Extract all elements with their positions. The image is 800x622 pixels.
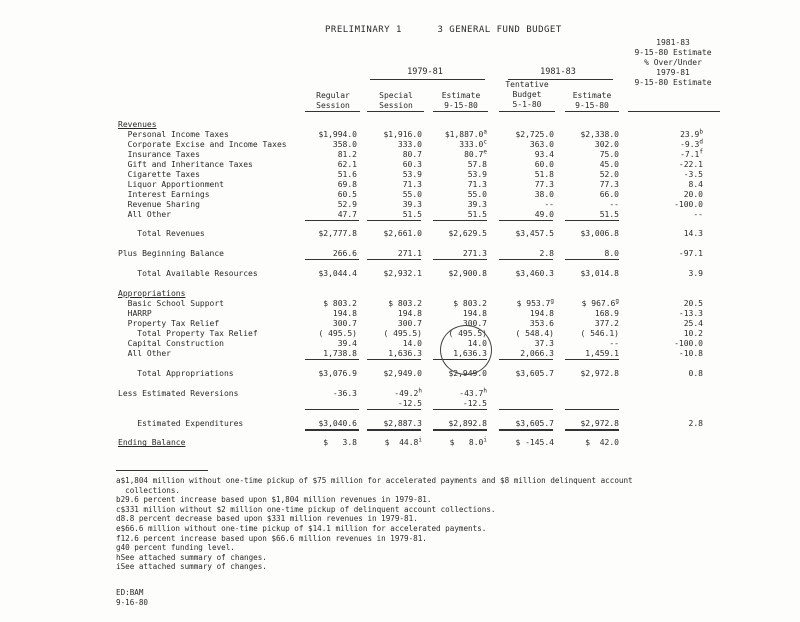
cell-value: 53.9 (402, 169, 422, 179)
cell-value: 51.6 (337, 169, 357, 179)
cell-value: $3,605.7 (515, 368, 554, 378)
table-row (0, 369, 800, 379)
cell-value: 37.3 (534, 338, 554, 348)
page-title: PRELIMINARY 1 3 GENERAL FUND BUDGET (325, 25, 562, 35)
cell-value: 300.7 (462, 319, 487, 328)
header-underline-5 (565, 111, 619, 112)
cell-value: 10.2 (683, 328, 703, 338)
cell-value: $3,014.8 (580, 269, 619, 279)
cell-value: 3.9 (688, 269, 703, 279)
table-row (0, 309, 800, 319)
footnote-line: hSee attached summary of changes. (116, 552, 267, 562)
cell-value: $3,076.9 (318, 368, 357, 378)
cell-value: 55.0 (402, 189, 422, 199)
cell-value: 60.0 (534, 159, 554, 169)
cell-value: 20.0 (683, 189, 703, 199)
total-rule (367, 409, 421, 410)
total-rule (305, 359, 359, 360)
row-label: Estimated Expenditures (118, 418, 244, 428)
cell-value: $3,044.4 (318, 269, 357, 279)
cell-value: 45.0 (599, 159, 619, 169)
row-label: Revenue Sharing (118, 199, 200, 209)
row-label: Capital Construction (118, 338, 224, 348)
cell-value: $ 44.8$^i$ (384, 436, 422, 448)
cell-value: 353.6 (529, 319, 554, 328)
cell-value: 2,066.3 (520, 348, 554, 358)
cell-value: -13.3 (678, 309, 703, 319)
table-row (0, 130, 800, 140)
cell-value: ( 495.5) (448, 328, 487, 338)
cell-value: -36.3 (332, 388, 357, 398)
cell-value: -7.1$^f$ (680, 148, 703, 159)
footnote-marker: e (483, 148, 487, 156)
row-label: Total Revenues (118, 229, 205, 239)
total-rule (305, 259, 359, 260)
cell-value: 71.3 (402, 179, 422, 189)
footnote-marker: f (699, 148, 703, 156)
cell-value: 60.5 (337, 189, 357, 199)
row-label: HARRP (118, 309, 152, 319)
cell-value: 1,459.1 (585, 348, 619, 358)
total-rule (305, 409, 359, 410)
total-rule (305, 220, 359, 221)
table-row (0, 329, 800, 339)
cell-value: 266.6 (332, 249, 357, 259)
row-label: Total Appropriations (118, 368, 234, 378)
cell-value: $ 967.6$^g$ (581, 297, 619, 309)
table-row (0, 399, 800, 409)
total-rule (499, 409, 553, 410)
cell-value: 14.3 (683, 229, 703, 239)
cell-value: $3,457.5 (515, 229, 554, 239)
table-row (0, 379, 800, 389)
cell-value: 80.7e (464, 148, 487, 159)
cell-value: $ -145.4 (515, 438, 554, 448)
cell-value: 377.2 (594, 319, 619, 328)
row-label: Property Tax Relief (118, 319, 220, 328)
cell-value: 300.7 (397, 319, 422, 328)
table-row (0, 419, 800, 429)
row-label: Total Property Tax Relief (118, 328, 258, 338)
footnote-line: e$66.6 million without one-time pickup of $14.1 million for accelerated payments. (116, 524, 487, 533)
double-rule (367, 430, 421, 431)
row-label: Gift and Inheritance Taxes (118, 159, 253, 169)
footnote-line: d8.8 percent decrease based upon $331 million revenues in 1979-81. (116, 514, 418, 524)
header-pct-over-under: 1981-83 9-15-80 Estimate % Over/Under 1979-81 9-15-80 Estimate (634, 38, 712, 87)
table-row (0, 279, 800, 289)
total-rule (499, 220, 553, 221)
cell-value: $2,972.8 (580, 418, 619, 428)
cell-value: 1,636.3 (453, 348, 487, 358)
row-label: Personal Income Taxes (118, 129, 229, 139)
table-row (0, 120, 800, 130)
table-row (0, 150, 800, 160)
table-row (0, 349, 800, 359)
footnote-marker: h (418, 386, 422, 394)
cell-value: 194.8 (462, 309, 487, 319)
double-rule (305, 430, 359, 431)
double-rule (565, 430, 619, 431)
cell-value: 60.3 (402, 159, 422, 169)
row-label: Plus Beginning Balance (118, 249, 224, 259)
cell-value: 302.0 (594, 139, 619, 149)
cell-value: ( 495.5) (383, 328, 422, 338)
cell-value: 57.8 (467, 159, 487, 169)
footnote-line: b29.6 percent increase based upon $1,804 million revenues in 1979-81. (116, 495, 432, 505)
cell-value: 8.0 (604, 249, 619, 259)
group-rule-1979-81 (370, 79, 485, 80)
table-row (0, 170, 800, 180)
cell-value: $2,892.8 (448, 418, 487, 428)
cell-value: 69.8 (337, 179, 357, 189)
cell-value: -- (693, 209, 703, 219)
cell-value: 66.0 (599, 189, 619, 199)
double-rule (433, 430, 487, 431)
cell-value: 300.7 (332, 319, 357, 328)
row-label: Cigarette Taxes (118, 169, 200, 179)
total-rule (433, 259, 487, 260)
header-special-session: Special Session (379, 91, 413, 110)
cell-value: $ 42.0 (585, 438, 619, 448)
cell-value: 363.0 (529, 139, 554, 149)
cell-value: 14.0 (467, 338, 487, 348)
header-underline-3 (433, 111, 488, 112)
table-row (0, 160, 800, 170)
table-row (0, 180, 800, 190)
cell-value: -100.0 (674, 199, 703, 209)
cell-value: $1,994.0 (318, 129, 357, 139)
cell-value: $ 803.2 (323, 299, 357, 309)
cell-value: 81.2 (337, 149, 357, 159)
cell-value: 62.1 (337, 159, 357, 169)
footnote-marker: b (699, 128, 703, 136)
cell-value: 1,738.8 (323, 348, 357, 358)
cell-value: -10.8 (678, 348, 703, 358)
header-underline-4 (499, 111, 555, 112)
cell-value: 38.0 (534, 189, 554, 199)
cell-value: $ 803.2 (453, 299, 487, 309)
table-row (0, 269, 800, 279)
row-label: Basic School Support (118, 299, 224, 309)
cell-value: $2,972.8 (580, 368, 619, 378)
cell-value: 49.0 (534, 209, 554, 219)
total-rule (367, 359, 421, 360)
row-label: Appropriations (118, 289, 186, 299)
table-row (0, 190, 800, 200)
cell-value: -12.5 (397, 398, 422, 408)
cell-value: $2,661.0 (383, 229, 422, 239)
table-row (0, 200, 800, 210)
table-row (0, 359, 800, 369)
cell-value: -43.7$^h$ (459, 386, 487, 398)
cell-value: 52.9 (337, 199, 357, 209)
cell-value: 51.5 (467, 209, 487, 219)
header-estimate-1981: Estimate 9-15-80 (572, 91, 612, 110)
cell-value: $2,887.3 (383, 418, 422, 428)
total-rule (565, 409, 619, 410)
total-rule (565, 259, 619, 260)
cell-value: $1,916.0 (383, 129, 422, 139)
row-label: Total Available Resources (118, 269, 258, 279)
cell-value: -49.2$^h$ (394, 386, 422, 398)
cell-value: -97.1 (678, 249, 703, 259)
row-label: Less Estimated Reversions (118, 388, 239, 398)
table-row (0, 220, 800, 230)
group-header-1979-81: 1979-81 (407, 67, 443, 77)
row-label: Revenues (118, 120, 157, 129)
cell-value: $2,949.0 (383, 368, 422, 378)
footnote-marker: g (550, 297, 554, 305)
footnote-line: collections. (116, 485, 181, 495)
cell-value: ( 495.5) (318, 328, 357, 338)
footnote-divider (116, 470, 208, 471)
total-rule (367, 220, 421, 221)
total-rule (367, 259, 421, 260)
row-label: Liquor Apportionment (118, 179, 224, 189)
cell-value: $3,460.3 (515, 269, 554, 279)
row-label: Ending Balance (118, 438, 186, 448)
cell-value: -- (609, 338, 619, 348)
header-regular-session: Regular Session (316, 91, 350, 110)
double-rule (499, 430, 553, 431)
cell-value: 168.9 (594, 309, 619, 319)
table-row (0, 259, 800, 269)
table-row (0, 438, 800, 448)
total-rule (565, 220, 619, 221)
footnote-marker: d (699, 138, 703, 146)
cell-value: 52.0 (599, 169, 619, 179)
footnote-line: g40 percent funding level. (116, 543, 235, 553)
cell-value: 75.0 (599, 149, 619, 159)
cell-value: -12.5 (462, 398, 487, 408)
cell-value: 194.8 (529, 309, 554, 319)
cell-value: $2,900.8 (448, 269, 487, 279)
cell-value: $2,949.0 (448, 368, 487, 378)
header-estimate-1979: Estimate 9-15-80 (441, 91, 481, 110)
cell-value: 1,636.3 (388, 348, 422, 358)
cell-value: -100.0 (674, 338, 703, 348)
cell-value: 23.9$^b$ (680, 128, 703, 139)
footnote-line: f12.6 percent increase based upon $66.6 million revenues in 1979-81. (116, 533, 427, 543)
cell-value: $ 8.0$^i$ (449, 436, 487, 448)
table-row (0, 140, 800, 150)
cell-value: 194.8 (397, 309, 422, 319)
cell-value: $3,605.7 (515, 418, 554, 428)
cell-value: 80.7 (402, 149, 422, 159)
cell-value: 77.3 (599, 179, 619, 189)
cell-value: 20.5 (683, 299, 703, 309)
cell-value: 14.0 (402, 338, 422, 348)
total-rule (433, 220, 487, 221)
cell-value: 39.4 (337, 338, 357, 348)
cell-value: 271.3 (462, 249, 487, 259)
hand-circle-annotation (440, 325, 492, 375)
cell-value: $3,006.8 (580, 229, 619, 239)
cell-value: 0.8 (688, 368, 703, 378)
table-row (0, 249, 800, 259)
cell-value: $2,777.8 (318, 229, 357, 239)
cell-value: 71.3 (467, 179, 487, 189)
header-underline-6 (628, 111, 720, 112)
row-label: Interest Earnings (118, 189, 210, 199)
cell-value: $2,725.0 (515, 129, 554, 139)
cell-value: -- (544, 199, 554, 209)
cell-value: $ 953.7$^g$ (516, 297, 554, 309)
row-label: All Other (118, 348, 171, 358)
cell-value: 333.0$^c$ (459, 138, 487, 149)
cell-value: ( 546.1) (580, 328, 619, 338)
row-label: Corporate Excise and Income Taxes (118, 139, 287, 149)
footnote-line: a$1,804 million without one-time pickup of $75 million for accelerated payments and $8 million delinquent account (116, 476, 633, 485)
row-label: Insurance Taxes (118, 149, 200, 159)
table-row (0, 339, 800, 349)
table-row (0, 299, 800, 309)
table-row (0, 289, 800, 299)
total-rule (499, 359, 553, 360)
cell-value: $1,887.0$^a$ (444, 128, 487, 139)
table-row (0, 386, 800, 399)
header-underline-1 (305, 111, 360, 112)
footnote-line: c$331 million without $2 million one-time pickup of delinquent account collections. (116, 504, 496, 514)
footnote-line: iSee attached summary of changes. (116, 562, 267, 572)
footnote-marker: h (483, 386, 487, 394)
group-header-1981-83: 1981-83 (540, 67, 576, 77)
total-rule (499, 259, 553, 260)
cell-value: -9.3$^d$ (680, 138, 703, 149)
cell-value: 93.4 (534, 149, 554, 159)
cell-value: -3.5 (683, 169, 703, 179)
cell-value: $2,932.1 (383, 269, 422, 279)
footnote-marker: i (483, 436, 487, 444)
cell-value: $ 3.8 (323, 438, 357, 448)
cell-value: 51.5 (599, 209, 619, 219)
footnote-marker: g (615, 297, 619, 305)
total-rule (565, 359, 619, 360)
signature-initials: ED:BAM 9-16-80 (116, 588, 149, 607)
footnote-marker: i (418, 436, 422, 444)
cell-value: 55.0 (467, 189, 487, 199)
cell-value: 25.4 (683, 319, 703, 328)
cell-value: 47.7 (337, 209, 357, 219)
cell-value: 39.3 (402, 199, 422, 209)
table-row (0, 210, 800, 220)
table-row (0, 319, 800, 329)
cell-value: 51.5 (402, 209, 422, 219)
cell-value: 194.8 (332, 309, 357, 319)
header-underline-2 (367, 111, 424, 112)
total-rule (433, 409, 487, 410)
cell-value: $2,338.0 (580, 129, 619, 139)
row-label: All Other (118, 209, 171, 219)
footnote-marker: a (483, 128, 487, 136)
cell-value: 271.1 (397, 249, 422, 259)
cell-value: 8.4 (688, 179, 703, 189)
header-tentative-budget: Tentative Budget 5-1-80 (505, 80, 549, 109)
cell-value: ( 548.4) (515, 328, 554, 338)
cell-value: -- (609, 199, 619, 209)
cell-value: 2.8 (688, 418, 703, 428)
table-row (0, 409, 800, 419)
footnote-marker: c (483, 138, 487, 146)
table-row (0, 239, 800, 249)
cell-value: 333.0 (397, 139, 422, 149)
cell-value: 77.3 (534, 179, 554, 189)
cell-value: -22.1 (678, 159, 703, 169)
cell-value: 358.0 (332, 139, 357, 149)
cell-value: $ 803.2 (388, 299, 422, 309)
cell-value: $3,040.6 (318, 418, 357, 428)
table-row (0, 229, 800, 239)
cell-value: 39.3 (467, 199, 487, 209)
cell-value: $2,629.5 (448, 229, 487, 239)
cell-value: 2.8 (539, 249, 554, 259)
cell-value: 51.8 (534, 169, 554, 179)
cell-value: 53.9 (467, 169, 487, 179)
